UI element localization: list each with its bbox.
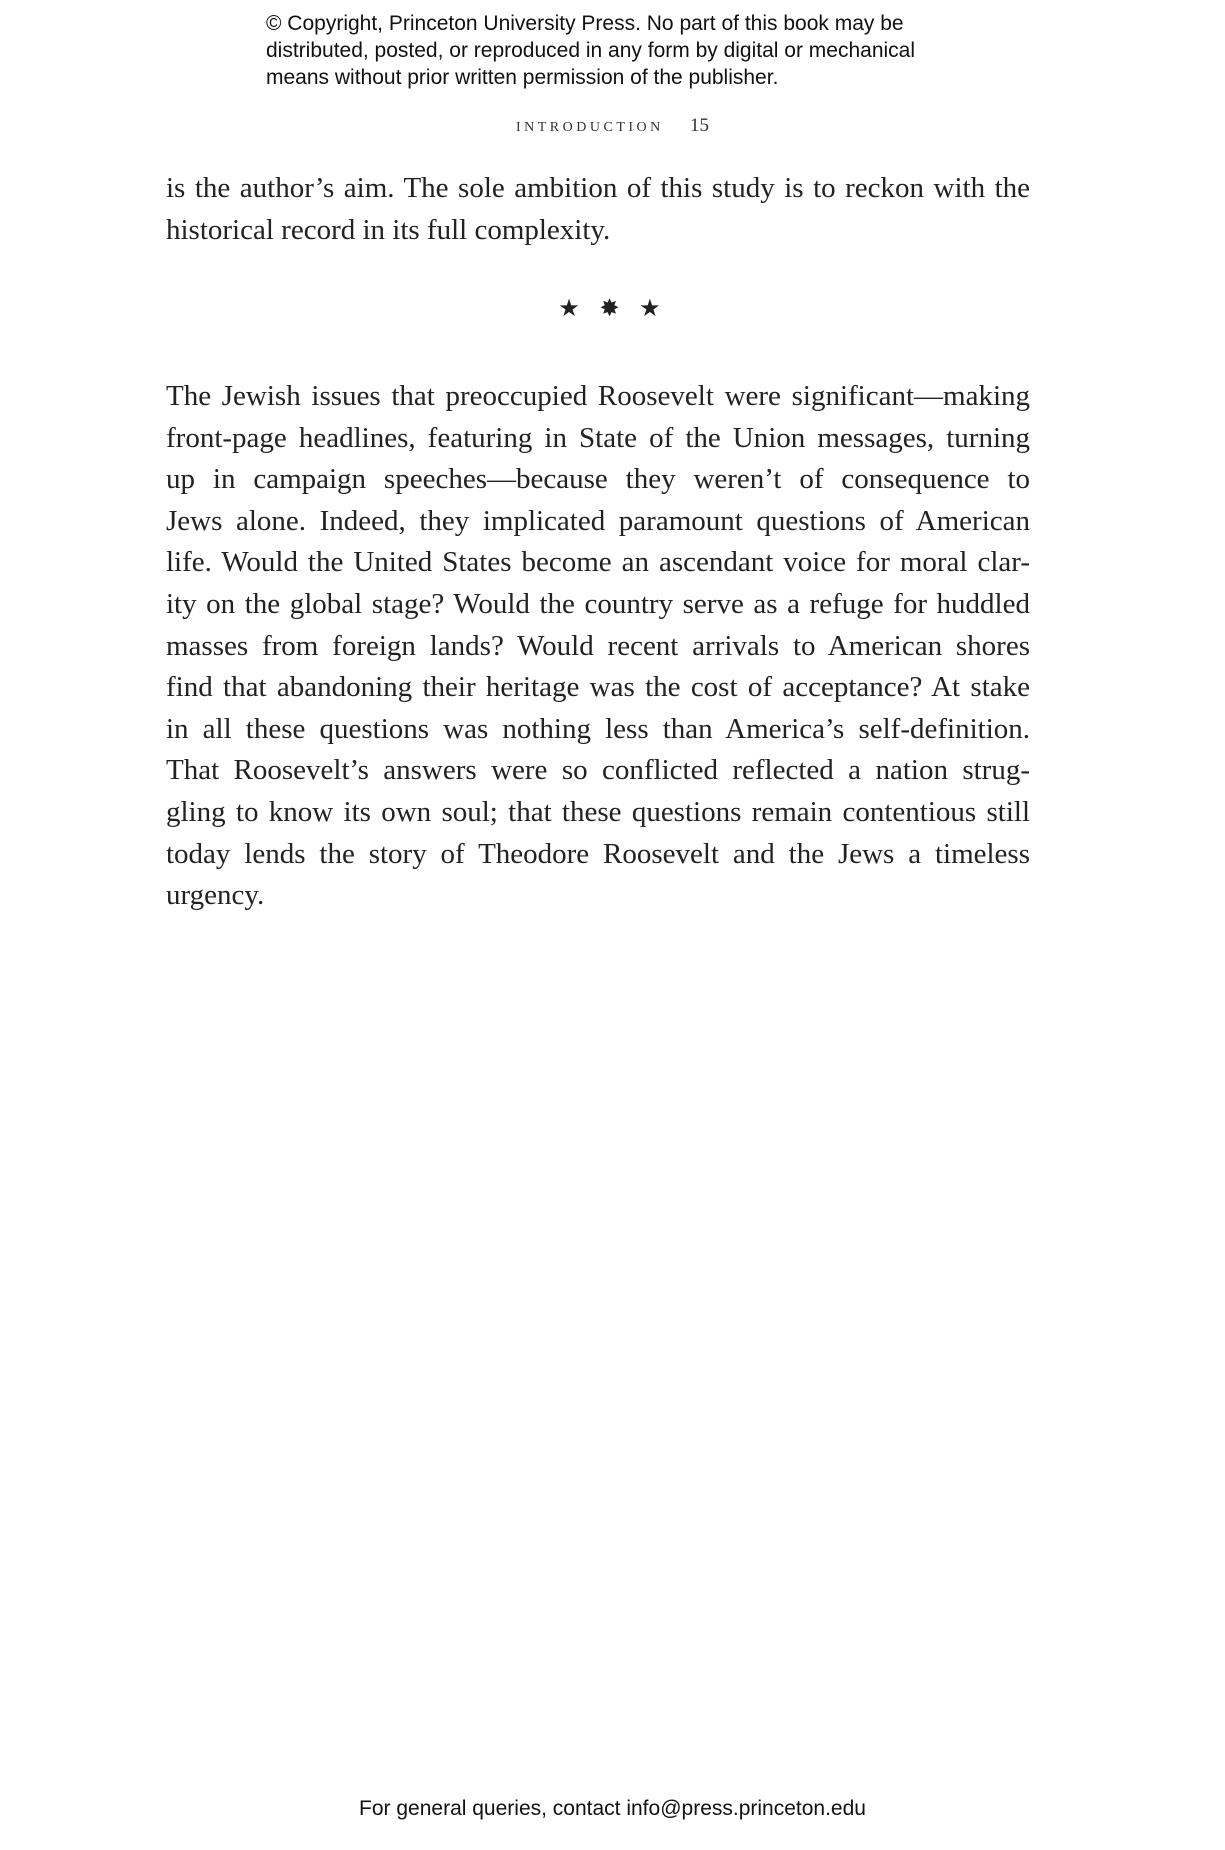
- text-line: life. Would the United States become an ascendant voice for moral clar-: [166, 546, 1030, 579]
- text-line: front-page headlines, featuring in State of the Union messages, turning: [166, 421, 1030, 454]
- text-line: historical record in its full complexity.: [166, 213, 611, 246]
- copyright-line: © Copyright, Princeton University Press. No part of this book may be: [266, 12, 904, 35]
- text-line: ity on the global stage? Would the country serve as a refuge for huddled: [166, 587, 1030, 620]
- page-number: 15: [690, 115, 709, 136]
- text-line: find that abandoning their heritage was the cost of acceptance? At stake: [166, 671, 1030, 704]
- copyright-line: means without prior written permission of the publisher.: [266, 66, 779, 89]
- section-break-ornament: ★ ✸ ★: [558, 294, 667, 322]
- text-line: is the author’s aim. The sole ambition of this study is to reckon with the: [166, 172, 1030, 204]
- text-line: That Roosevelt’s answers were so conflicted reflected a nation strug-: [166, 754, 1030, 787]
- copyright-notice: [266, 10, 1026, 91]
- text-line: masses from foreign lands? Would recent arrivals to American shores: [166, 629, 1030, 662]
- paragraph-continued: [166, 168, 1030, 251]
- footer-contact: For general queries, contact info@press.princeton.edu: [359, 1797, 866, 1820]
- copyright-line: distributed, posted, or reproduced in any form by digital or mechanical: [266, 39, 916, 62]
- text-line: in all these questions was nothing less than America’s self-definition.: [166, 712, 1030, 745]
- text-line: urgency.: [166, 879, 265, 912]
- text-line: today lends the story of Theodore Roosevelt and the Jews a timeless: [166, 837, 1030, 870]
- paragraph: [166, 376, 1030, 917]
- text-line: Jews alone. Indeed, they implicated paramount questions of American: [166, 504, 1030, 537]
- text-line: gling to know its own soul; that these questions remain contentious still: [166, 795, 1030, 828]
- text-line: up in campaign speeches—because they weren’t of consequence to: [166, 463, 1030, 496]
- running-head: [0, 114, 1225, 137]
- text-line: The Jewish issues that preoccupied Roosevelt were significant—making: [166, 380, 1030, 412]
- running-head-section: introduction: [515, 114, 664, 136]
